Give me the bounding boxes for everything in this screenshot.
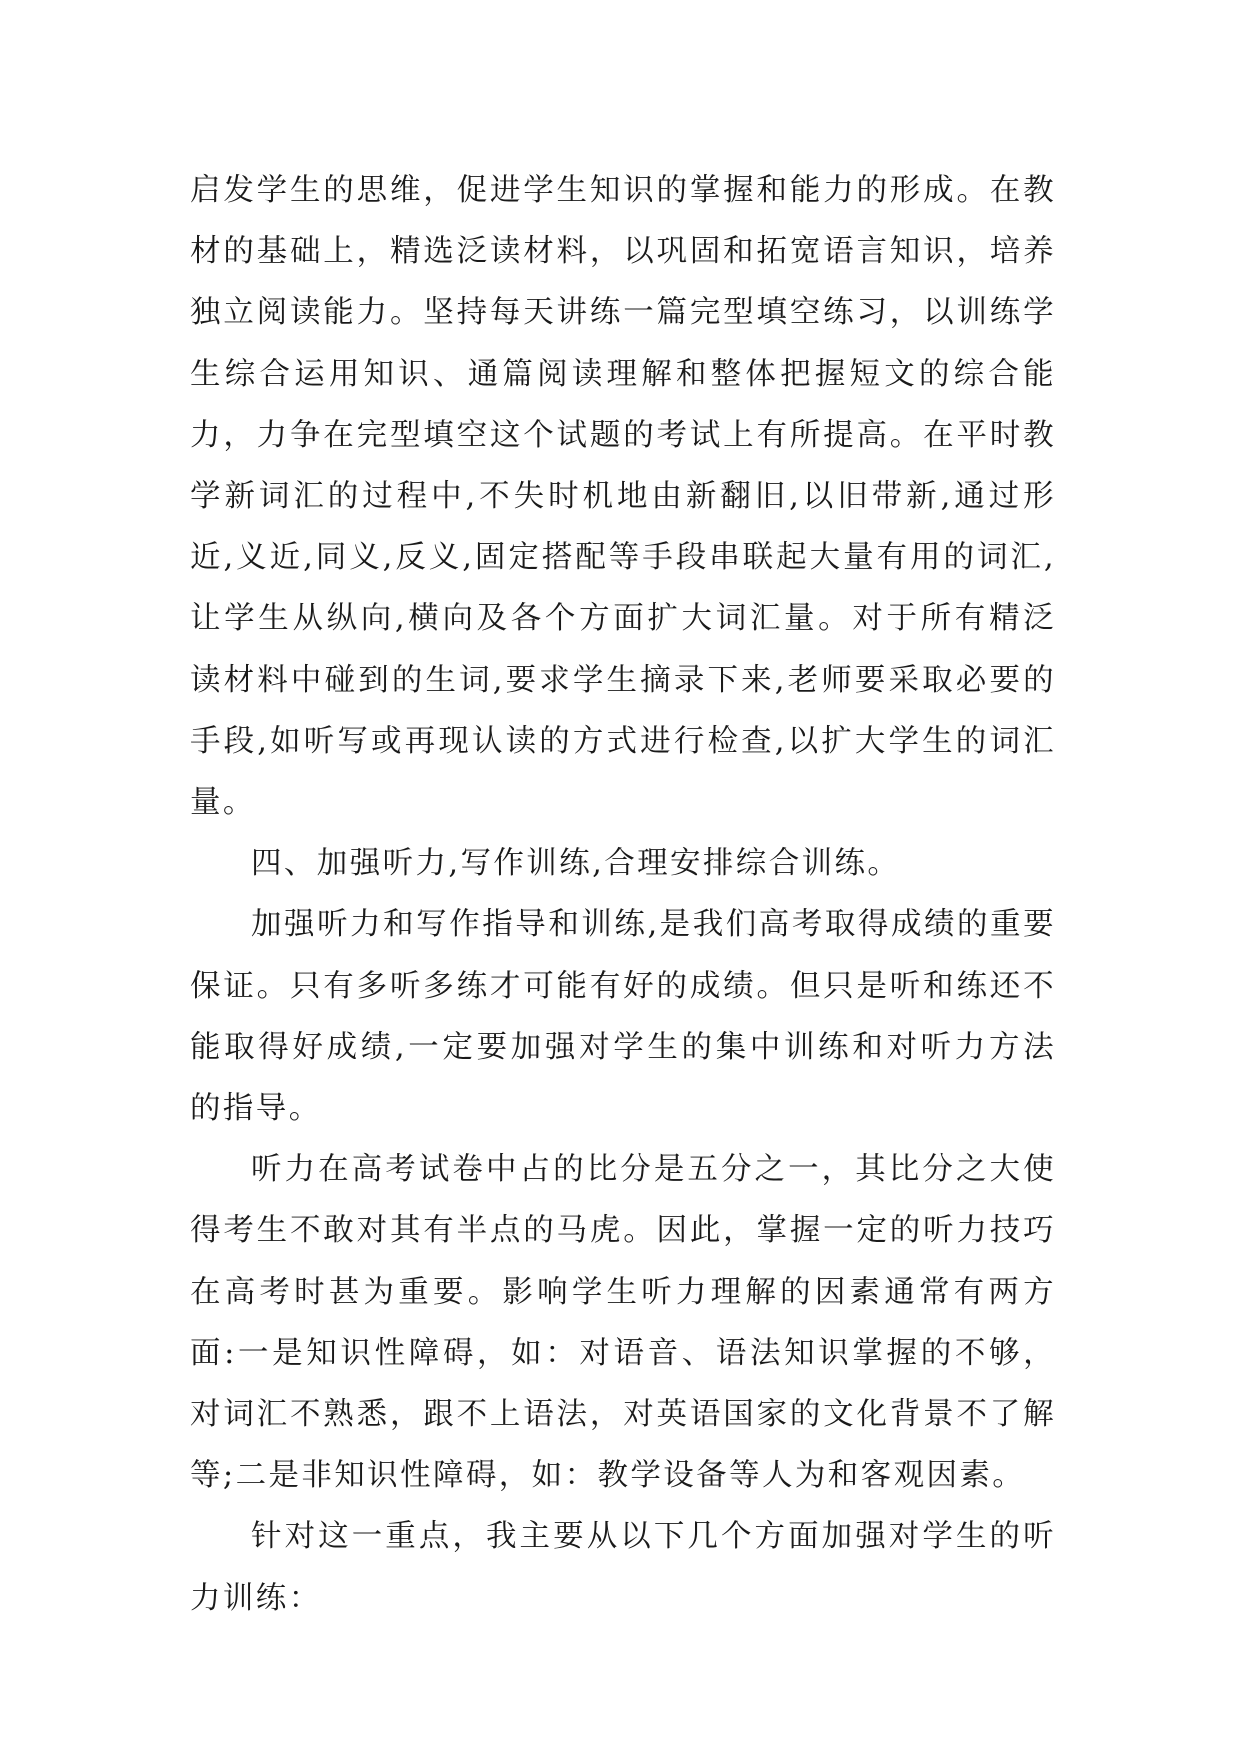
section-heading-listening-writing: 四、加强听力,写作训练,合理安排综合训练。 [251,846,901,882]
paragraph-listening-writing-guidance: 加强听力和写作指导和训练,是我们高考取得成绩的重要保证。只有多听多练才可能有好的成绩。但只是听和练还不能取得好成绩,一定要加强对学生的集中训练和对听力方法的指导。 [190,907,1056,1127]
document-body [190,160,1056,1629]
paragraph-listening-importance: 听力在高考试卷中占的比分是五分之一，其比分之大使得考生不敢对其有半点的马虎。因此，掌握一定的听力技巧在高考时甚为重要。影响学生听力理解的因素通常有两方面:一是知识性障碍，如：对语音、语法知识掌握的不够，对词汇不熟悉，跟不上语法，对英语国家的文化背景不了解等;二是非知识性障碍，如：教学设备等人为和客观因素。 [190,1152,1056,1494]
paragraph-listening-training-intro: 针对这一重点，我主要从以下几个方面加强对学生的听力训练： [190,1519,1056,1616]
paragraph-vocabulary-reading: 启发学生的思维，促进学生知识的掌握和能力的形成。在教材的基础上，精选泛读材料，以巩固和拓宽语言知识，培养独立阅读能力。坚持每天讲练一篇完型填空练习，以训练学生综合运用知识、通篇阅读理解和整体把握短文的综合能力，力争在完型填空这个试题的考试上有所提高。在平时教学新词汇的过程中,不失时机地由新翻旧,以旧带新,通过形近,义近,同义,反义,固定搭配等手段串联起大量有用的词汇,让学生从纵向,横向及各个方面扩大词汇量。对于所有精泛读材料中碰到的生词,要求学生摘录下来,老师要采取必要的手段,如听写或再现认读的方式进行检查,以扩大学生的词汇量。 [190,173,1056,821]
